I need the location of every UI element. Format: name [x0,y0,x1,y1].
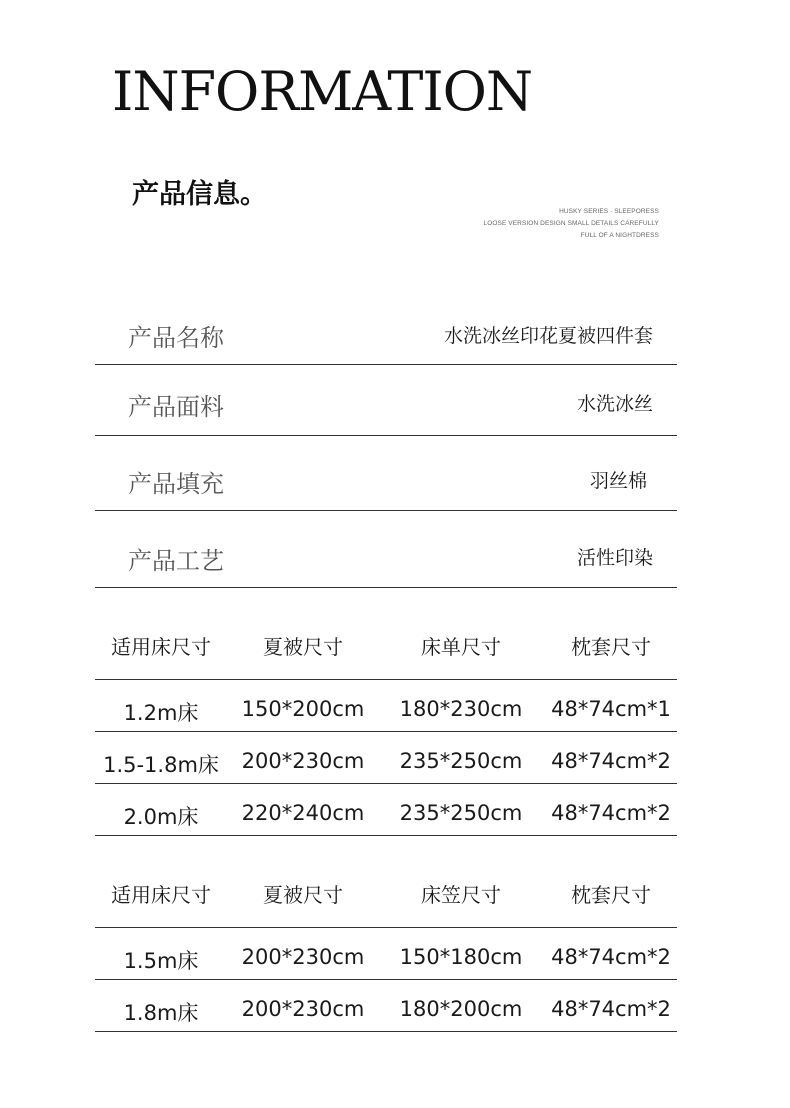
table-cell: 2.0m床 [123,805,199,829]
table-cell: 235*250cm [399,749,523,773]
table-header-cell: 床单尺寸 [421,635,501,659]
table-cell: 48*74cm*2 [551,997,671,1021]
table-cell: 150*200cm [241,697,365,721]
table-cell: 235*250cm [399,801,523,825]
tagline [484,206,660,242]
table-header-cell: 适用床尺寸 [111,883,211,907]
size-table-sheet [95,587,677,836]
table-cell: 1.5-1.8m床 [103,753,219,777]
table-cell: 48*74cm*2 [551,945,671,969]
table-header-cell: 适用床尺寸 [111,635,211,659]
table-row [95,680,677,732]
info-label: 产品填充 [128,470,224,498]
table-cell: 200*230cm [241,945,365,969]
table-cell: 180*200cm [399,997,523,1021]
product-info-heading: 产品信息。 [132,179,267,210]
table-header-row [95,587,677,680]
table-cell: 1.2m床 [123,701,199,725]
product-info-list [95,300,677,588]
table-header-cell: 枕套尺寸 [571,635,651,659]
info-label: 产品工艺 [128,547,224,575]
table-header-cell: 枕套尺寸 [571,883,651,907]
table-row [95,928,677,980]
table-cell: 200*230cm [241,749,365,773]
info-row-filling [95,436,677,511]
table-cell: 150*180cm [399,945,523,969]
info-value: 水洗冰丝 [576,393,653,415]
table-cell: 200*230cm [241,997,365,1021]
tagline-line-1: HUSKY SERIES · SLEEPORESS [559,208,659,215]
info-value: 羽丝棉 [589,470,647,492]
info-row-fabric [95,365,677,436]
table-cell: 180*230cm [399,697,523,721]
table-header-cell: 夏被尺寸 [263,635,343,659]
brand-title: INFORMATION [112,60,533,123]
info-row-craft [95,511,677,588]
table-cell: 220*240cm [241,801,365,825]
info-label: 产品名称 [128,324,224,352]
table-cell: 48*74cm*2 [551,749,671,773]
info-row-name [95,300,677,365]
info-value: 活性印染 [576,547,653,569]
tagline-line-3: FULL OF A NIGHTDRESS [580,232,659,239]
size-table-fitted [95,835,677,1032]
table-cell: 48*74cm*2 [551,801,671,825]
table-header-cell: 夏被尺寸 [263,883,343,907]
table-row [95,980,677,1032]
table-header-row [95,835,677,928]
table-cell: 1.5m床 [123,949,199,973]
table-cell: 48*74cm*1 [551,697,671,721]
table-cell: 1.8m床 [123,1001,199,1025]
info-label: 产品面料 [128,393,224,421]
info-value: 水洗冰丝印花夏被四件套 [443,325,653,347]
table-row [95,784,677,836]
table-header-cell: 床笠尺寸 [421,883,501,907]
tagline-line-2: LOOSE VERSION DESIGN SMALL DETAILS CAREFULLY [483,220,659,227]
table-row [95,732,677,784]
